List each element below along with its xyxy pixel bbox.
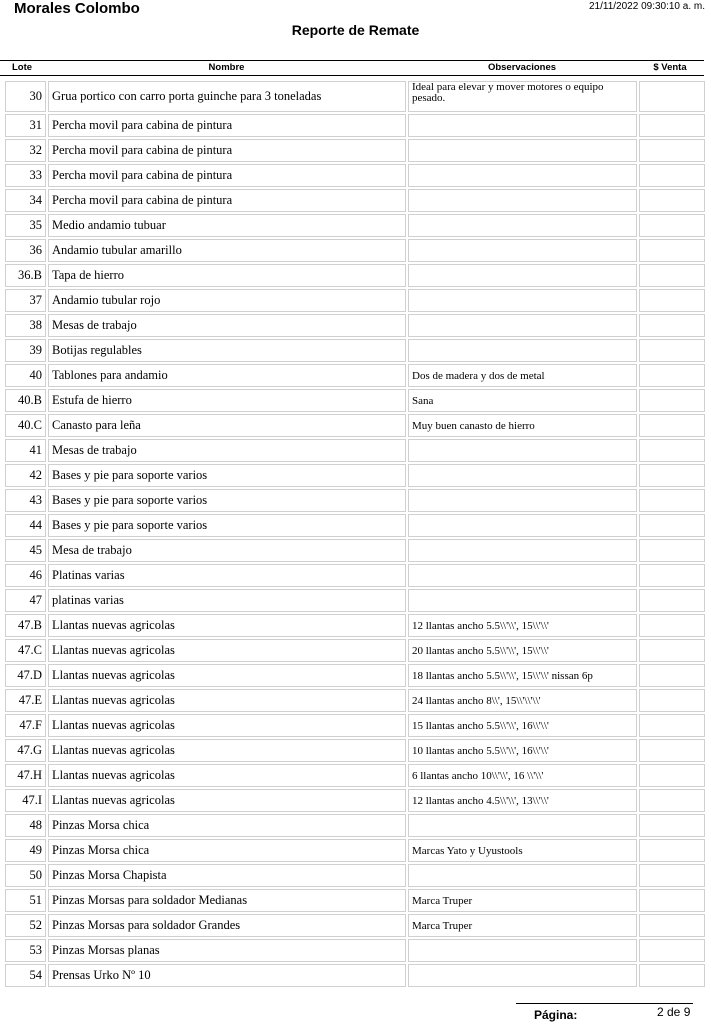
lots-table [3, 79, 707, 989]
table-row [5, 789, 705, 812]
nombre-cell: Platinas varias [48, 564, 406, 587]
observaciones-cell [408, 589, 637, 612]
column-header-venta: $ Venta [653, 62, 687, 73]
venta-cell [639, 264, 705, 287]
observaciones-cell [408, 464, 637, 487]
table-row [5, 439, 705, 462]
table-row [5, 214, 705, 237]
venta-cell [639, 964, 705, 987]
observaciones-cell: Marca Truper [408, 889, 637, 912]
observaciones-cell: Muy buen canasto de hierro [408, 414, 637, 437]
lote-cell: 45 [5, 539, 46, 562]
venta-cell [639, 239, 705, 262]
lote-cell: 47.F [5, 714, 46, 737]
nombre-cell: Llantas nuevas agricolas [48, 689, 406, 712]
lote-cell: 40.C [5, 414, 46, 437]
table-row [5, 389, 705, 412]
observaciones-cell: 18 llantas ancho 5.5\\'\\', 15\\'\\' nissan 6p [408, 664, 637, 687]
venta-cell [639, 489, 705, 512]
table-row [5, 639, 705, 662]
nombre-cell: Mesa de trabajo [48, 539, 406, 562]
venta-cell [639, 414, 705, 437]
table-row [5, 764, 705, 787]
footer-rule [516, 1003, 693, 1004]
lote-cell: 43 [5, 489, 46, 512]
venta-cell [639, 189, 705, 212]
lote-cell: 54 [5, 964, 46, 987]
observaciones-cell [408, 339, 637, 362]
column-header-observaciones: Observaciones [487, 62, 557, 73]
observaciones-cell [408, 289, 637, 312]
table-row [5, 239, 705, 262]
nombre-cell: Mesas de trabajo [48, 439, 406, 462]
observaciones-cell: 24 llantas ancho 8\\', 15\\'\\'\\' [408, 689, 637, 712]
table-row [5, 814, 705, 837]
table-row [5, 714, 705, 737]
nombre-cell: Percha movil para cabina de pintura [48, 139, 406, 162]
venta-cell [639, 114, 705, 137]
table-row [5, 164, 705, 187]
table-row [5, 564, 705, 587]
nombre-cell: Andamio tubular amarillo [48, 239, 406, 262]
table-row [5, 289, 705, 312]
lote-cell: 35 [5, 214, 46, 237]
page-number: 2 de 9 [657, 1005, 691, 1019]
table-row [5, 489, 705, 512]
nombre-cell: Pinzas Morsas planas [48, 939, 406, 962]
nombre-cell: Pinzas Morsas para soldador Grandes [48, 914, 406, 937]
observaciones-cell: Marca Truper [408, 914, 637, 937]
nombre-cell: Estufa de hierro [48, 389, 406, 412]
table-row [5, 114, 705, 137]
venta-cell [639, 139, 705, 162]
observaciones-cell: Dos de madera y dos de metal [408, 364, 637, 387]
lote-cell: 47 [5, 589, 46, 612]
observaciones-cell: 10 llantas ancho 5.5\\'\\', 16\\'\\' [408, 739, 637, 762]
nombre-cell: Mesas de trabajo [48, 314, 406, 337]
nombre-cell: Percha movil para cabina de pintura [48, 189, 406, 212]
table-row [5, 514, 705, 537]
table-row [5, 539, 705, 562]
observaciones-cell [408, 514, 637, 537]
lote-cell: 49 [5, 839, 46, 862]
venta-cell [639, 589, 705, 612]
table-row [5, 689, 705, 712]
venta-cell [639, 539, 705, 562]
observaciones-cell: 12 llantas ancho 5.5\\'\\', 15\\'\\' [408, 614, 637, 637]
venta-cell [639, 639, 705, 662]
observaciones-cell [408, 439, 637, 462]
nombre-cell: Canasto para leña [48, 414, 406, 437]
lote-cell: 47.H [5, 764, 46, 787]
nombre-cell: Medio andamio tubuar [48, 214, 406, 237]
table-row [5, 614, 705, 637]
venta-cell [639, 439, 705, 462]
nombre-cell: Pinzas Morsa chica [48, 839, 406, 862]
observaciones-cell [408, 189, 637, 212]
company-name: Morales Colombo [14, 0, 140, 17]
lote-cell: 34 [5, 189, 46, 212]
venta-cell [639, 839, 705, 862]
nombre-cell: Bases y pie para soporte varios [48, 464, 406, 487]
lote-cell: 48 [5, 814, 46, 837]
observaciones-cell: Sana [408, 389, 637, 412]
observaciones-cell [408, 239, 637, 262]
lote-cell: 40.B [5, 389, 46, 412]
nombre-cell: Bases y pie para soporte varios [48, 514, 406, 537]
venta-cell [639, 614, 705, 637]
observaciones-cell [408, 139, 637, 162]
venta-cell [639, 289, 705, 312]
venta-cell [639, 864, 705, 887]
nombre-cell: Botijas regulables [48, 339, 406, 362]
nombre-cell: Bases y pie para soporte varios [48, 489, 406, 512]
venta-cell [639, 689, 705, 712]
observaciones-cell [408, 214, 637, 237]
lote-cell: 52 [5, 914, 46, 937]
column-header-nombre: Nombre [208, 62, 245, 73]
nombre-cell: Llantas nuevas agricolas [48, 639, 406, 662]
observaciones-cell: 12 llantas ancho 4.5\\'\\', 13\\'\\' [408, 789, 637, 812]
venta-cell [639, 564, 705, 587]
nombre-cell: Llantas nuevas agricolas [48, 739, 406, 762]
nombre-cell: platinas varias [48, 589, 406, 612]
lote-cell: 51 [5, 889, 46, 912]
observaciones-cell [408, 964, 637, 987]
observaciones-cell [408, 814, 637, 837]
lote-cell: 47.D [5, 664, 46, 687]
nombre-cell: Percha movil para cabina de pintura [48, 164, 406, 187]
lote-cell: 46 [5, 564, 46, 587]
table-row [5, 339, 705, 362]
table-row [5, 739, 705, 762]
nombre-cell: Tablones para andamio [48, 364, 406, 387]
observaciones-cell [408, 564, 637, 587]
venta-cell [639, 739, 705, 762]
observaciones-cell [408, 539, 637, 562]
nombre-cell: Pinzas Morsa Chapista [48, 864, 406, 887]
observaciones-cell: 15 llantas ancho 5.5\\'\\', 16\\'\\' [408, 714, 637, 737]
observaciones-cell [408, 939, 637, 962]
lote-cell: 47.I [5, 789, 46, 812]
nombre-cell: Llantas nuevas agricolas [48, 664, 406, 687]
lote-cell: 47.G [5, 739, 46, 762]
lote-cell: 32 [5, 139, 46, 162]
nombre-cell: Andamio tubular rojo [48, 289, 406, 312]
observaciones-cell: 20 llantas ancho 5.5\\'\\', 15\\'\\' [408, 639, 637, 662]
lote-cell: 38 [5, 314, 46, 337]
table-row [5, 81, 705, 112]
venta-cell [639, 389, 705, 412]
table-row [5, 464, 705, 487]
column-header-lote: Lote [11, 62, 33, 73]
lote-cell: 47.B [5, 614, 46, 637]
observaciones-cell: Marcas Yato y Uyustools [408, 839, 637, 862]
lote-cell: 37 [5, 289, 46, 312]
table-row [5, 314, 705, 337]
venta-cell [639, 814, 705, 837]
lote-cell: 31 [5, 114, 46, 137]
header-bottom-rule [0, 75, 704, 76]
nombre-cell: Grua portico con carro porta guinche para 3 toneladas [48, 81, 406, 112]
table-row [5, 964, 705, 987]
table-row [5, 189, 705, 212]
observaciones-cell [408, 114, 637, 137]
venta-cell [639, 914, 705, 937]
venta-cell [639, 364, 705, 387]
venta-cell [639, 764, 705, 787]
venta-cell [639, 714, 705, 737]
nombre-cell: Llantas nuevas agricolas [48, 714, 406, 737]
observaciones-cell [408, 489, 637, 512]
column-header-row [0, 61, 704, 75]
venta-cell [639, 789, 705, 812]
table-row [5, 864, 705, 887]
venta-cell [639, 339, 705, 362]
table-row [5, 264, 705, 287]
lote-cell: 50 [5, 864, 46, 887]
lots-table-body [5, 81, 705, 987]
nombre-cell: Pinzas Morsas para soldador Medianas [48, 889, 406, 912]
observaciones-cell [408, 864, 637, 887]
venta-cell [639, 939, 705, 962]
nombre-cell: Llantas nuevas agricolas [48, 789, 406, 812]
lote-cell: 33 [5, 164, 46, 187]
venta-cell [639, 164, 705, 187]
venta-cell [639, 889, 705, 912]
lote-cell: 44 [5, 514, 46, 537]
observaciones-cell [408, 264, 637, 287]
lote-cell: 36 [5, 239, 46, 262]
page-label: Página: [534, 1008, 578, 1022]
nombre-cell: Tapa de hierro [48, 264, 406, 287]
table-row [5, 889, 705, 912]
observaciones-cell [408, 314, 637, 337]
observaciones-cell: Ideal para elevar y mover motores o equipo pesado. [408, 81, 637, 112]
lote-cell: 41 [5, 439, 46, 462]
nombre-cell: Prensas Urko Nº 10 [48, 964, 406, 987]
lote-cell: 42 [5, 464, 46, 487]
lote-cell: 30 [5, 81, 46, 112]
table-row [5, 664, 705, 687]
report-title: Reporte de Remate [291, 22, 420, 38]
lote-cell: 53 [5, 939, 46, 962]
table-row [5, 939, 705, 962]
venta-cell [639, 464, 705, 487]
table-row [5, 364, 705, 387]
venta-cell [639, 314, 705, 337]
table-row [5, 414, 705, 437]
venta-cell [639, 81, 705, 112]
observaciones-cell [408, 164, 637, 187]
table-row [5, 139, 705, 162]
table-row [5, 589, 705, 612]
table-row [5, 839, 705, 862]
lote-cell: 39 [5, 339, 46, 362]
lote-cell: 40 [5, 364, 46, 387]
nombre-cell: Pinzas Morsa chica [48, 814, 406, 837]
report-timestamp: 21/11/2022 09:30:10 a. m. [588, 1, 705, 12]
nombre-cell: Percha movil para cabina de pintura [48, 114, 406, 137]
nombre-cell: Llantas nuevas agricolas [48, 764, 406, 787]
observaciones-cell: 6 llantas ancho 10\\'\\', 16 \\'\\' [408, 764, 637, 787]
nombre-cell: Llantas nuevas agricolas [48, 614, 406, 637]
venta-cell [639, 514, 705, 537]
venta-cell [639, 664, 705, 687]
lote-cell: 47.E [5, 689, 46, 712]
venta-cell [639, 214, 705, 237]
lote-cell: 36.B [5, 264, 46, 287]
table-row [5, 914, 705, 937]
lote-cell: 47.C [5, 639, 46, 662]
